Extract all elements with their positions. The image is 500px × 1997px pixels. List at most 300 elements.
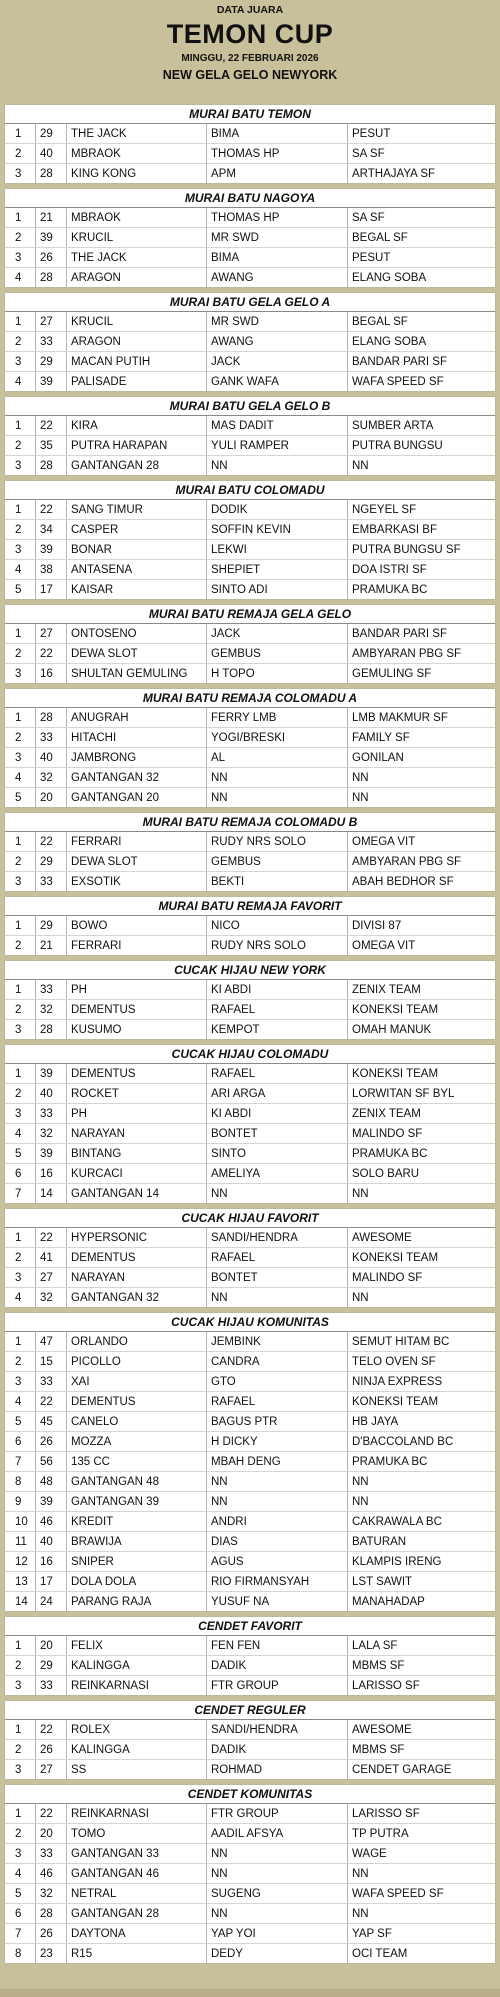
- owner-cell: NN: [207, 1904, 348, 1924]
- class-section: [4, 480, 496, 600]
- class-title: MURAI BATU GELA GELO B: [5, 397, 495, 416]
- team-cell: BANDAR PARI SF: [348, 624, 496, 644]
- owner-cell: RUDY NRS SOLO: [207, 832, 348, 852]
- table-row: [5, 1228, 495, 1248]
- owner-cell: MAS DADIT: [207, 416, 348, 436]
- table-row: [5, 936, 495, 956]
- table-row: [5, 1656, 495, 1676]
- team-cell: NN: [348, 1472, 496, 1492]
- team-cell: ARTHAJAYA SF: [348, 164, 496, 184]
- table-row: [5, 1104, 495, 1124]
- team-cell: NGEYEL SF: [348, 500, 496, 520]
- bird-name-cell: GANTANGAN 48: [67, 1472, 207, 1492]
- cage-number-cell: 34: [36, 520, 67, 540]
- team-cell: NN: [348, 1864, 496, 1884]
- table-row: [5, 980, 495, 1000]
- cage-number-cell: 33: [36, 872, 67, 892]
- table-row: [5, 248, 495, 268]
- team-cell: SOLO BARU: [348, 1164, 496, 1184]
- bird-name-cell: R15: [67, 1944, 207, 1964]
- table-row: [5, 416, 495, 436]
- rank-cell: 2: [5, 1656, 36, 1676]
- page-header: [4, 0, 496, 104]
- rank-cell: 2: [5, 1740, 36, 1760]
- class-section: [4, 1208, 496, 1308]
- rank-cell: 2: [5, 1352, 36, 1372]
- rank-cell: 6: [5, 1432, 36, 1452]
- rank-cell: 5: [5, 1144, 36, 1164]
- cage-number-cell: 22: [36, 832, 67, 852]
- team-cell: EMBARKASI BF: [348, 520, 496, 540]
- owner-cell: FTR GROUP: [207, 1804, 348, 1824]
- owner-cell: SINTO ADI: [207, 580, 348, 600]
- bird-name-cell: KRUCIL: [67, 312, 207, 332]
- team-cell: WAFA SPEED SF: [348, 372, 496, 392]
- team-cell: NN: [348, 1904, 496, 1924]
- cage-number-cell: 33: [36, 1676, 67, 1696]
- owner-cell: YULI RAMPER: [207, 436, 348, 456]
- results-table: [5, 208, 495, 287]
- bird-name-cell: EXSOTIK: [67, 872, 207, 892]
- owner-cell: SINTO: [207, 1144, 348, 1164]
- table-row: [5, 1512, 495, 1532]
- team-cell: PUTRA BUNGSU SF: [348, 540, 496, 560]
- rank-cell: 4: [5, 560, 36, 580]
- cage-number-cell: 28: [36, 456, 67, 476]
- bird-name-cell: SANG TIMUR: [67, 500, 207, 520]
- team-cell: PUTRA BUNGSU: [348, 436, 496, 456]
- cage-number-cell: 39: [36, 372, 67, 392]
- bird-name-cell: CASPER: [67, 520, 207, 540]
- rank-cell: 1: [5, 416, 36, 436]
- class-section: [4, 688, 496, 808]
- page-supertitle: DATA JUARA: [216, 4, 284, 16]
- team-cell: AWESOME: [348, 1228, 496, 1248]
- cage-number-cell: 33: [36, 1104, 67, 1124]
- class-title: CUCAK HIJAU COLOMADU: [5, 1045, 495, 1064]
- rank-cell: 3: [5, 1104, 36, 1124]
- rank-cell: 5: [5, 1884, 36, 1904]
- team-cell: KONEKSI TEAM: [348, 1248, 496, 1268]
- cage-number-cell: 46: [36, 1512, 67, 1532]
- bird-name-cell: GANTANGAN 39: [67, 1492, 207, 1512]
- table-row: [5, 788, 495, 808]
- cage-number-cell: 32: [36, 1124, 67, 1144]
- owner-cell: RIO FIRMANSYAH: [207, 1572, 348, 1592]
- bird-name-cell: KALINGGA: [67, 1740, 207, 1760]
- table-row: [5, 124, 495, 144]
- owner-cell: BONTET: [207, 1124, 348, 1144]
- table-row: [5, 1472, 495, 1492]
- table-row: [5, 1924, 495, 1944]
- rank-cell: 2: [5, 228, 36, 248]
- cage-number-cell: 33: [36, 332, 67, 352]
- bird-name-cell: ANTASENA: [67, 560, 207, 580]
- rank-cell: 12: [5, 1552, 36, 1572]
- cage-number-cell: 29: [36, 352, 67, 372]
- footer-strip: [0, 1989, 500, 1997]
- results-table: [5, 980, 495, 1039]
- bird-name-cell: HITACHI: [67, 728, 207, 748]
- team-cell: OCI TEAM: [348, 1944, 496, 1964]
- owner-cell: JACK: [207, 352, 348, 372]
- team-cell: KONEKSI TEAM: [348, 1000, 496, 1020]
- bird-name-cell: KRUCIL: [67, 228, 207, 248]
- team-cell: MANAHADAP: [348, 1592, 496, 1612]
- table-row: [5, 916, 495, 936]
- team-cell: PESUT: [348, 124, 496, 144]
- bird-name-cell: PICOLLO: [67, 1352, 207, 1372]
- rank-cell: 1: [5, 208, 36, 228]
- owner-cell: YUSUF NA: [207, 1592, 348, 1612]
- rank-cell: 1: [5, 1064, 36, 1084]
- class-section: [4, 104, 496, 184]
- owner-cell: NICO: [207, 916, 348, 936]
- class-title: MURAI BATU GELA GELO A: [5, 293, 495, 312]
- cage-number-cell: 45: [36, 1412, 67, 1432]
- team-cell: KONEKSI TEAM: [348, 1064, 496, 1084]
- team-cell: LORWITAN SF BYL: [348, 1084, 496, 1104]
- owner-cell: FERRY LMB: [207, 708, 348, 728]
- table-row: [5, 1492, 495, 1512]
- cage-number-cell: 22: [36, 1804, 67, 1824]
- table-row: [5, 1884, 495, 1904]
- class-title: MURAI BATU REMAJA GELA GELO: [5, 605, 495, 624]
- bird-name-cell: JAMBRONG: [67, 748, 207, 768]
- table-row: [5, 1164, 495, 1184]
- table-row: [5, 1084, 495, 1104]
- class-title: MURAI BATU TEMON: [5, 105, 495, 124]
- rank-cell: 2: [5, 1084, 36, 1104]
- table-row: [5, 560, 495, 580]
- table-row: [5, 1000, 495, 1020]
- bird-name-cell: GANTANGAN 32: [67, 1288, 207, 1308]
- cage-number-cell: 56: [36, 1452, 67, 1472]
- team-cell: PRAMUKA BC: [348, 1144, 496, 1164]
- cage-number-cell: 23: [36, 1944, 67, 1964]
- rank-cell: 4: [15, 271, 22, 284]
- owner-cell: NN: [207, 1492, 348, 1512]
- cage-number-cell: 28: [36, 164, 67, 184]
- cage-number-cell: 26: [36, 1432, 67, 1452]
- bird-name-cell: DEMENTUS: [67, 1248, 207, 1268]
- results-table: [5, 500, 495, 599]
- class-section: [4, 812, 496, 892]
- team-cell: NINJA EXPRESS: [348, 1372, 496, 1392]
- event-date: MINGGU, 22 FEBRUARI 2026: [181, 53, 319, 64]
- cage-number-cell: 39: [36, 1144, 67, 1164]
- table-row: [5, 1636, 495, 1656]
- team-cell: AWESOME: [348, 1720, 496, 1740]
- bird-name-cell: PALISADE: [67, 372, 207, 392]
- bird-name-cell: BONAR: [67, 540, 207, 560]
- cage-number-cell: 26: [36, 1924, 67, 1944]
- team-cell: CENDET GARAGE: [348, 1760, 496, 1780]
- rank-cell: 1: [5, 1720, 36, 1740]
- class-section: [4, 1700, 496, 1780]
- cage-number-cell: 29: [36, 852, 67, 872]
- cage-number-cell: 40: [36, 1084, 67, 1104]
- table-row: [5, 728, 495, 748]
- bird-name-cell: DEWA SLOT: [67, 852, 207, 872]
- rank-cell: 11: [5, 1532, 36, 1552]
- bird-name-cell: ROLEX: [67, 1720, 207, 1740]
- rank-cell: 3: [15, 875, 22, 888]
- bird-name-cell: TOMO: [67, 1824, 207, 1844]
- rank-cell: 3: [5, 748, 36, 768]
- table-row: [5, 1552, 495, 1572]
- owner-cell: YOGI/BRESKI: [207, 728, 348, 748]
- owner-cell: RUDY NRS SOLO: [207, 936, 348, 956]
- rank-cell: 2: [5, 520, 36, 540]
- team-cell: SUMBER ARTA: [348, 416, 496, 436]
- bird-name-cell: GANTANGAN 20: [67, 788, 207, 808]
- table-row: [5, 1864, 495, 1884]
- bird-name-cell: BOWO: [67, 916, 207, 936]
- owner-cell: RAFAEL: [207, 1000, 348, 1020]
- cage-number-cell: 27: [36, 1760, 67, 1780]
- owner-cell: GEMBUS: [207, 644, 348, 664]
- team-cell: LST SAWIT: [348, 1572, 496, 1592]
- table-row: [5, 644, 495, 664]
- table-row: [5, 1144, 495, 1164]
- team-cell: LARISSO SF: [348, 1804, 496, 1824]
- rank-cell: 1: [5, 1332, 36, 1352]
- bird-name-cell: PH: [67, 1104, 207, 1124]
- bird-name-cell: FELIX: [67, 1636, 207, 1656]
- owner-cell: SHEPIET: [207, 560, 348, 580]
- table-row: [5, 332, 495, 352]
- owner-cell: BEKTI: [207, 872, 348, 892]
- rank-cell: 5: [15, 791, 22, 804]
- table-row: [5, 1572, 495, 1592]
- owner-cell: NN: [207, 1288, 348, 1308]
- rank-cell: 4: [5, 1392, 36, 1412]
- cage-number-cell: 22: [36, 500, 67, 520]
- bird-name-cell: SNIPER: [67, 1552, 207, 1572]
- rank-cell: 2: [5, 436, 36, 456]
- bird-name-cell: REINKARNASI: [67, 1676, 207, 1696]
- rank-cell: 8: [15, 1947, 22, 1960]
- table-row: [5, 1432, 495, 1452]
- table-row: [5, 164, 495, 184]
- bird-name-cell: DEMENTUS: [67, 1000, 207, 1020]
- rank-cell: 8: [5, 1472, 36, 1492]
- table-row: [5, 1124, 495, 1144]
- rank-cell: 6: [5, 1904, 36, 1924]
- team-cell: DIVISI 87: [348, 916, 496, 936]
- bird-name-cell: SS: [67, 1760, 207, 1780]
- table-row: [5, 436, 495, 456]
- owner-cell: NN: [207, 1472, 348, 1492]
- rank-cell: 3: [5, 540, 36, 560]
- team-cell: NN: [348, 1492, 496, 1512]
- bird-name-cell: REINKARNASI: [67, 1804, 207, 1824]
- team-cell: GONILAN: [348, 748, 496, 768]
- owner-cell: THOMAS HP: [207, 144, 348, 164]
- results-table: [5, 624, 495, 683]
- bird-name-cell: NARAYAN: [67, 1268, 207, 1288]
- rank-cell: 2: [5, 1824, 36, 1844]
- class-section: [4, 1616, 496, 1696]
- cage-number-cell: 28: [36, 708, 67, 728]
- bird-name-cell: ONTOSENO: [67, 624, 207, 644]
- owner-cell: SANDI/HENDRA: [207, 1228, 348, 1248]
- cage-number-cell: 28: [36, 1904, 67, 1924]
- table-row: [5, 1592, 495, 1612]
- cage-number-cell: 29: [36, 916, 67, 936]
- bird-name-cell: BRAWIJA: [67, 1532, 207, 1552]
- class-section: [4, 396, 496, 476]
- rank-cell: 13: [5, 1572, 36, 1592]
- team-cell: NN: [348, 1184, 496, 1204]
- bird-name-cell: KUSUMO: [67, 1020, 207, 1040]
- table-row: [5, 520, 495, 540]
- cage-number-cell: 16: [36, 1552, 67, 1572]
- bird-name-cell: MOZZA: [67, 1432, 207, 1452]
- team-cell: NN: [348, 788, 496, 808]
- owner-cell: NN: [207, 768, 348, 788]
- table-row: [5, 872, 495, 892]
- owner-cell: DIAS: [207, 1532, 348, 1552]
- owner-cell: H TOPO: [207, 664, 348, 684]
- rank-cell: 4: [15, 375, 22, 388]
- team-cell: NN: [348, 456, 496, 476]
- cage-number-cell: 26: [36, 1740, 67, 1760]
- cage-number-cell: 39: [36, 540, 67, 560]
- team-cell: YAP SF: [348, 1924, 496, 1944]
- team-cell: PESUT: [348, 248, 496, 268]
- owner-cell: BONTET: [207, 1268, 348, 1288]
- cage-number-cell: 26: [36, 248, 67, 268]
- team-cell: AMBYARAN PBG SF: [348, 644, 496, 664]
- owner-cell: AWANG: [207, 268, 348, 288]
- owner-cell: SOFFIN KEVIN: [207, 520, 348, 540]
- bird-name-cell: MBRAOK: [67, 208, 207, 228]
- owner-cell: NN: [207, 1184, 348, 1204]
- event-venue: NEW GELA GELO NEWYORK: [162, 68, 338, 82]
- bird-name-cell: MACAN PUTIH: [67, 352, 207, 372]
- table-row: [5, 144, 495, 164]
- team-cell: SA SF: [348, 208, 496, 228]
- bird-name-cell: ARAGON: [67, 332, 207, 352]
- owner-cell: AMELIYA: [207, 1164, 348, 1184]
- class-title: CENDET FAVORIT: [5, 1617, 495, 1636]
- cage-number-cell: 33: [36, 728, 67, 748]
- owner-cell: BIMA: [207, 124, 348, 144]
- bird-name-cell: DEMENTUS: [67, 1064, 207, 1084]
- rank-cell: 2: [5, 1248, 36, 1268]
- owner-cell: GTO: [207, 1372, 348, 1392]
- owner-cell: RAFAEL: [207, 1248, 348, 1268]
- cage-number-cell: 29: [36, 124, 67, 144]
- team-cell: MBMS SF: [348, 1656, 496, 1676]
- owner-cell: ARI ARGA: [207, 1084, 348, 1104]
- bird-name-cell: GANTANGAN 46: [67, 1864, 207, 1884]
- table-row: [5, 1452, 495, 1472]
- owner-cell: KI ABDI: [207, 980, 348, 1000]
- rank-cell: 14: [15, 1595, 28, 1608]
- rank-cell: 2: [5, 728, 36, 748]
- bird-name-cell: GANTANGAN 28: [67, 1904, 207, 1924]
- cage-number-cell: 22: [36, 1228, 67, 1248]
- bird-name-cell: DOLA DOLA: [67, 1572, 207, 1592]
- bird-name-cell: 135 CC: [67, 1452, 207, 1472]
- cage-number-cell: 16: [36, 1164, 67, 1184]
- table-row: [5, 832, 495, 852]
- rank-cell: 1: [5, 1636, 36, 1656]
- bird-name-cell: GANTANGAN 14: [67, 1184, 207, 1204]
- cage-number-cell: 40: [36, 144, 67, 164]
- results-table: [5, 916, 495, 955]
- team-cell: SEMUT HITAM BC: [348, 1332, 496, 1352]
- bird-name-cell: THE JACK: [67, 124, 207, 144]
- bird-name-cell: NARAYAN: [67, 1124, 207, 1144]
- rank-cell: 4: [15, 1291, 22, 1304]
- team-cell: LARISSO SF: [348, 1676, 496, 1696]
- class-title: MURAI BATU REMAJA FAVORIT: [5, 897, 495, 916]
- owner-cell: GEMBUS: [207, 852, 348, 872]
- results-table: [5, 708, 495, 807]
- owner-cell: ANDRI: [207, 1512, 348, 1532]
- cage-number-cell: 40: [36, 1532, 67, 1552]
- team-cell: OMEGA VIT: [348, 936, 496, 956]
- results-table: [5, 1064, 495, 1203]
- cage-number-cell: 27: [36, 624, 67, 644]
- team-cell: BANDAR PARI SF: [348, 352, 496, 372]
- results-table: [5, 1636, 495, 1695]
- rank-cell: 3: [5, 1844, 36, 1864]
- class-section: [4, 292, 496, 392]
- rank-cell: 7: [15, 1187, 22, 1200]
- owner-cell: DEDY: [207, 1944, 348, 1964]
- owner-cell: NN: [207, 456, 348, 476]
- rank-cell: 1: [5, 312, 36, 332]
- team-cell: BATURAN: [348, 1532, 496, 1552]
- cage-number-cell: 47: [36, 1332, 67, 1352]
- team-cell: ABAH BEDHOR SF: [348, 872, 496, 892]
- rank-cell: 1: [5, 500, 36, 520]
- rank-cell: 3: [5, 352, 36, 372]
- rank-cell: 1: [5, 916, 36, 936]
- table-row: [5, 1824, 495, 1844]
- rank-cell: 1: [5, 624, 36, 644]
- results-table: [5, 832, 495, 891]
- bird-name-cell: GANTANGAN 33: [67, 1844, 207, 1864]
- owner-cell: DODIK: [207, 500, 348, 520]
- team-cell: KLAMPIS IRENG: [348, 1552, 496, 1572]
- cage-number-cell: 46: [36, 1864, 67, 1884]
- team-cell: WAFA SPEED SF: [348, 1884, 496, 1904]
- team-cell: BEGAL SF: [348, 312, 496, 332]
- table-row: [5, 748, 495, 768]
- rank-cell: 3: [5, 248, 36, 268]
- bird-name-cell: THE JACK: [67, 248, 207, 268]
- team-cell: HB JAYA: [348, 1412, 496, 1432]
- results-table: [5, 1332, 495, 1611]
- owner-cell: FTR GROUP: [207, 1676, 348, 1696]
- team-cell: ZENIX TEAM: [348, 1104, 496, 1124]
- owner-cell: RAFAEL: [207, 1064, 348, 1084]
- team-cell: GEMULING SF: [348, 664, 496, 684]
- rank-cell: 3: [15, 459, 22, 472]
- cage-number-cell: 27: [36, 1268, 67, 1288]
- table-row: [5, 1412, 495, 1432]
- table-row: [5, 1392, 495, 1412]
- results-table: [5, 416, 495, 475]
- cage-number-cell: 33: [36, 1372, 67, 1392]
- rank-cell: 2: [5, 1000, 36, 1020]
